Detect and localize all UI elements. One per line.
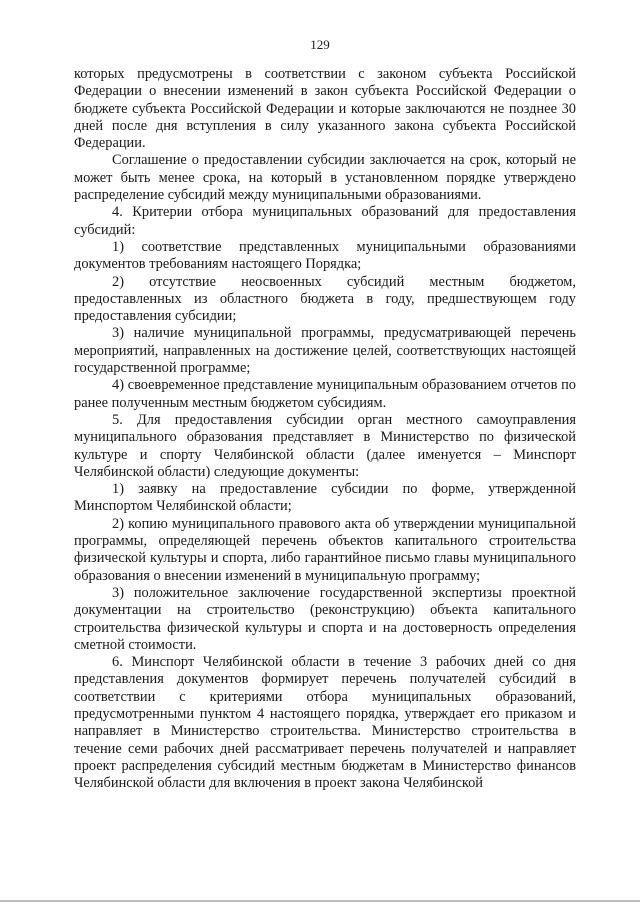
paragraph-documents-heading: 5. Для предоставления субсидии орган местного самоуправления муниципального образования представляет в Министерство по физической культуре и спорту Челябинской области (далее именуется – Минспорт Челябинской области) следующие документы: bbox=[74, 411, 576, 480]
document-item-3: 3) положительное заключение государственной экспертизы проектной документации на строительство (реконструкцию) объекта капитального строительства физической культуры и спорта и на достоверность определения сметной стоимости. bbox=[74, 584, 576, 653]
paragraph-continuation: которых предусмотрены в соответствии с законом субъекта Российской Федерации о внесении изменений в закон субъекта Российской Федерации о бюджете субъекта Российской Федерации и которые заключаются не позднее 30 дней после дня вступления в силу указанного закона субъекта Российской Федерации. bbox=[74, 66, 576, 152]
document-item-2: 2) копию муниципального правового акта об утверждении муниципальной программы, определяющей перечень объектов капитального строительства физической культуры и спорта, либо гарантийное письмо главы муниципального образования о внесении изменений в муниципальную программу; bbox=[74, 515, 576, 584]
paragraph-procedure: 6. Минспорт Челябинской области в течение 3 рабочих дней со дня представления документов формирует перечень получателей субсидий в соответствии с критериями отбора муниципальных образований, предусмотренными пунктом 4 настоящего порядка, утверждает его приказом и направляет в Министерство строительства. Министерство строительства в течение семи рабочих дней рассматривает перечень получателей и направляет проект распределения субсидий местным бюджетам в Министерство финансов Челябинской области для включения в проект закона Челябинской bbox=[74, 654, 576, 792]
paragraph-criteria-heading: 4. Критерии отбора муниципальных образований для предоставления субсидий: bbox=[74, 204, 576, 238]
document-item-1: 1) заявку на предоставление субсидии по форме, утвержденной Минспортом Челябинской области; bbox=[74, 481, 576, 515]
criteria-item-3: 3) наличие муниципальной программы, предусматривающей перечень мероприятий, направленных на достижение целей, соответствующих настоящей государственной программе; bbox=[74, 325, 576, 377]
page-number: 129 bbox=[310, 37, 330, 52]
criteria-item-2: 2) отсутствие неосвоенных субсидий местным бюджетом, предоставленных из областного бюджета в году, предшествующем году предоставления субсидии; bbox=[74, 273, 576, 325]
criteria-item-4: 4) своевременное представление муниципальным образованием отчетов по ранее полученным местным бюджетом субсидиям. bbox=[74, 377, 576, 411]
document-body bbox=[74, 66, 576, 792]
page-bottom-edge bbox=[0, 900, 640, 902]
paragraph-agreement-term: Соглашение о предоставлении субсидии заключается на срок, который не может быть менее срока, на который в установленном порядке утверждено распределение субсидий между муниципальными образованиями. bbox=[74, 152, 576, 204]
criteria-item-1: 1) соответствие представленных муниципальными образованиями документов требованиям настоящего Порядка; bbox=[74, 238, 576, 273]
